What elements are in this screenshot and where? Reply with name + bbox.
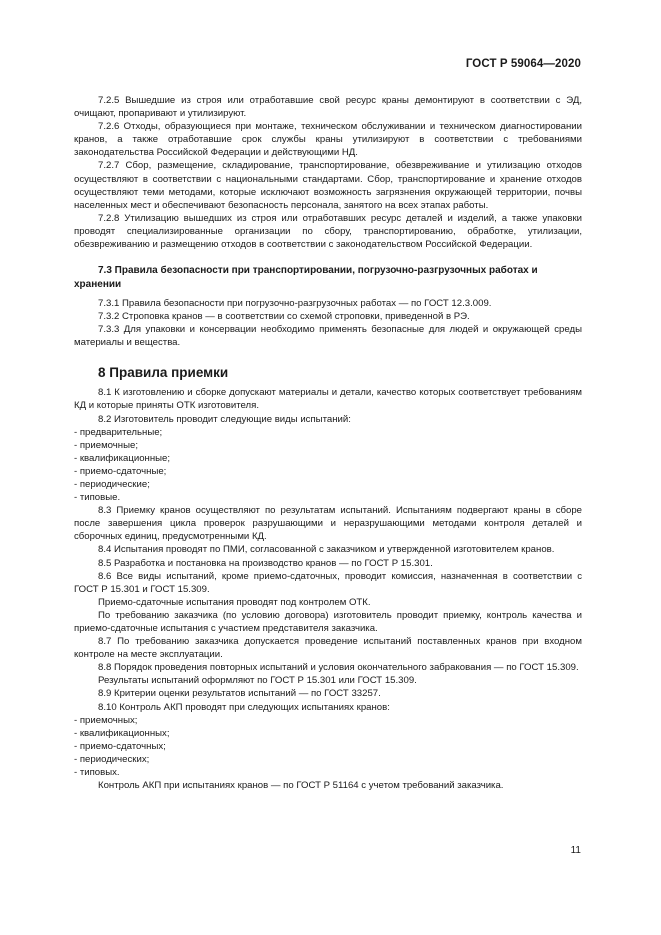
paragraph-7-2-5: 7.2.5 Вышедшие из строя или отработавшие свой ресурс краны демонтируют в соответствии с ЭД, очищают, пропаривают и утилизируют. (74, 95, 582, 120)
list-item: - приемо-сдаточные; (74, 465, 167, 477)
paragraph-7-3-1: 7.3.1 Правила безопасности при погрузочно-разгрузочных работах — по ГОСТ 12.3.009. (98, 297, 492, 309)
paragraph-8-8: 8.8 Порядок проведения повторных испытаний и условия окончательного забракования — по ГОСТ 15.309. (98, 662, 579, 674)
document-code: ГОСТ Р 59064—2020 (465, 58, 581, 70)
paragraph-8-5: 8.5 Разработка и постановка на производство кранов — по ГОСТ Р 15.301. (98, 557, 433, 569)
paragraph-7-3-3: 7.3.3 Для упаковки и консервации необходимо применять безопасные для людей и окружающей среды материалы и вещества. (74, 324, 582, 349)
list-item: - квалификационные; (74, 452, 171, 464)
test-types-list (74, 426, 582, 505)
paragraph-7-2-6: 7.2.6 Отходы, образующиеся при монтаже, техническом обслуживании и техническом диагностировании кранов, а также отработавшие срок службы краны утилизируют в соответствии с требованиями законодательства Российской Федерации и действующими НД. (74, 121, 582, 159)
paragraph-8-2: 8.2 Изготовитель проводит следующие виды испытаний: (98, 413, 351, 425)
list-item: - квалификационных; (74, 727, 170, 739)
page-number: 11 (570, 845, 581, 856)
paragraph-8-3: 8.3 Приемку кранов осуществляют по результатам испытаний. Испытаниям подвергают краны в сборе после завершения цикла проверок разрушающими и неразрушающими методами контроля деталей и сборочных единиц, предусмотренными КД. (74, 505, 582, 543)
paragraph-8-8-results: Результаты испытаний оформляют по ГОСТ Р 15.301 или ГОСТ 15.309. (98, 675, 417, 687)
paragraph-8-10: 8.10 Контроль АКП проводят при следующих испытаниях кранов: (98, 701, 390, 713)
document-body (74, 94, 582, 792)
paragraph-8-6-acceptance: Приемо-сдаточные испытания проводят под контролем ОТК. (98, 596, 371, 608)
paragraph-8-1: 8.1 К изготовлению и сборке допускают материалы и детали, качество которых соответствует требованиям КД и которые приняты ОТК изготовителя. (74, 387, 582, 412)
section-heading-8: 8 Правила приемки (98, 365, 229, 381)
paragraph-7-3-2: 7.3.2 Строповка кранов — в соответствии со схемой строповки, приведенной в РЭ. (98, 311, 470, 323)
paragraph-8-6-customer: По требованию заказчика (по условию договора) изготовитель проводит приемку, контроль качества и приемо-сдаточные испытания с участием представителя заказчика. (74, 609, 582, 634)
list-item: - предварительные; (74, 426, 163, 438)
paragraph-8-7: 8.7 По требованию заказчика допускается проведение испытаний поставленных кранов при входном контроле на месте эксплуатации. (74, 636, 582, 661)
paragraph-7-2-7: 7.2.7 Сбор, размещение, складирование, транспортирование, обезвреживание и утилизацию отходов осуществляют в соответствии с национальными стандартами. Сбор, транспортирование и хранение отходов осуществляют теми методами, которые исключают возможность загрязнения окружающей территории, почвы населенных мест и обеспечивают безопасность персонала, занятого на всех этапах работы. (74, 160, 582, 211)
list-item: - периодические; (74, 478, 150, 490)
paragraph-8-4: 8.4 Испытания проводят по ПМИ, согласованной с заказчиком и утвержденной изготовителем кранов. (98, 544, 555, 556)
section-heading-7-3: 7.3 Правила безопасности при транспортировании, погрузочно-разгрузочных работах и хранении (74, 265, 538, 290)
list-item: - типовые. (74, 492, 121, 504)
paragraph-8-10-akp: Контроль АКП при испытаниях кранов — по ГОСТ Р 51164 с учетом требований заказчика. (98, 780, 504, 792)
list-item: - приемочные; (74, 439, 138, 451)
paragraph-8-9: 8.9 Критерии оценки результатов испытаний — по ГОСТ 33257. (98, 688, 381, 700)
akp-tests-list (74, 714, 582, 779)
paragraph-8-6: 8.6 Все виды испытаний, кроме приемо-сдаточных, проводит комиссия, назначенная в соответствии с ГОСТ Р 15.301 и ГОСТ 15.309. (74, 570, 582, 595)
paragraph-7-2-8: 7.2.8 Утилизацию вышедших из строя или отработавших ресурс деталей и изделий, а также упаковки проводят специализированные организации по сбору, транспортированию, обработке, утилизации, обезвреживанию и размещению отходов в соответствии с законодательством Российской Федерации. (74, 212, 582, 251)
list-item: - приемо-сдаточных; (74, 740, 166, 752)
list-item: - типовых. (74, 767, 120, 779)
list-item: - периодических; (74, 753, 150, 765)
list-item: - приемочных; (74, 714, 138, 726)
